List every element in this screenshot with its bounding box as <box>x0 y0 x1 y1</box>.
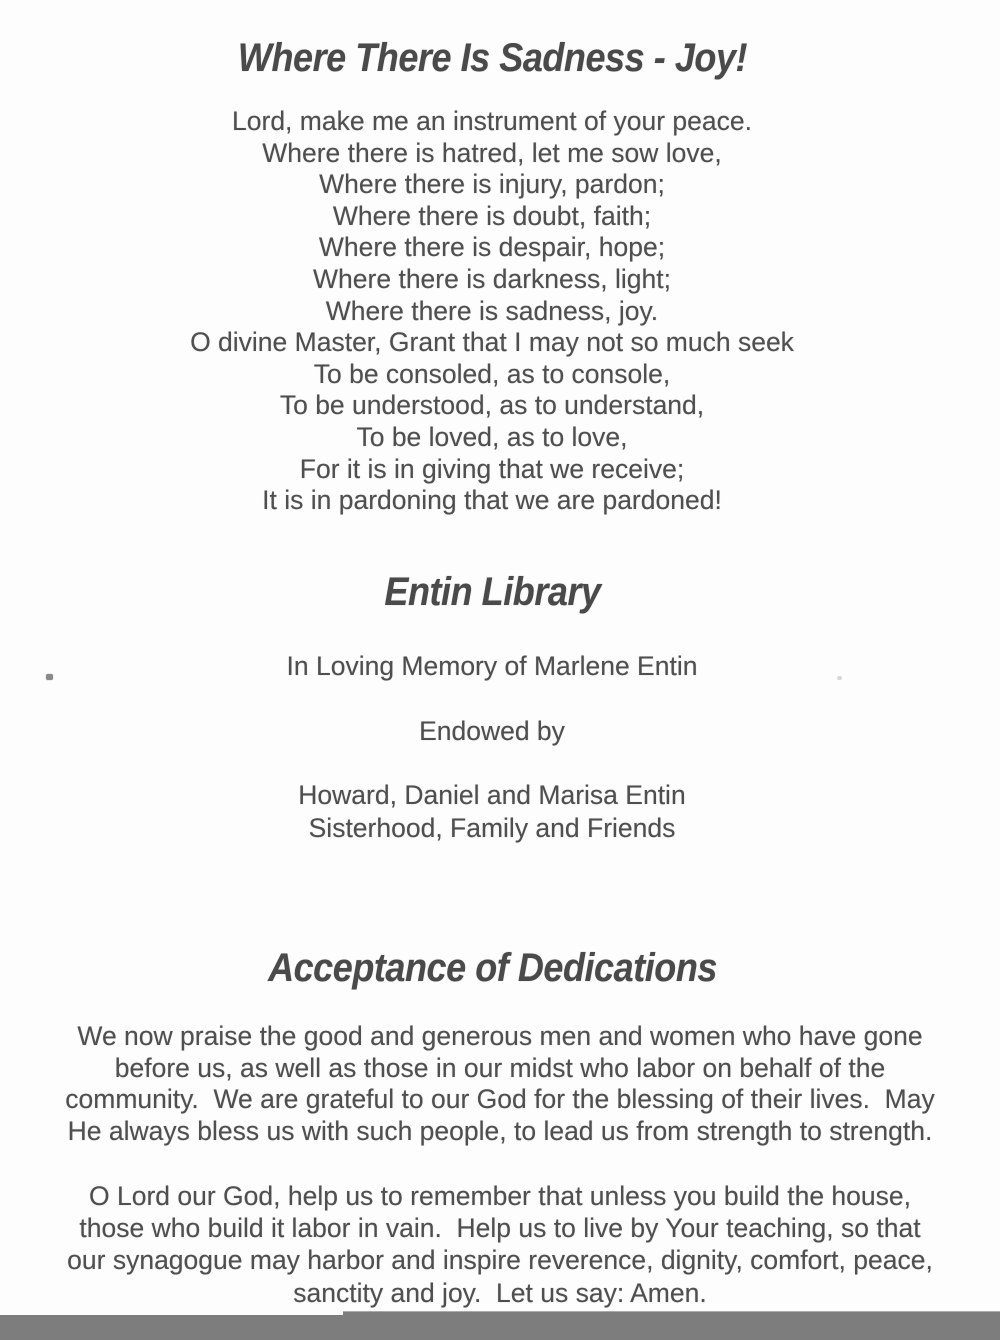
donor-list <box>0 779 984 844</box>
paragraph-line: before us, as well as those in our midst who labor on behalf of the <box>114 1052 886 1083</box>
dedications-paragraph-1 <box>0 1021 1000 1148</box>
paragraph-line: He always bless us with such people, to lead us from strength to strength. <box>67 1116 933 1147</box>
poem-line: To be consoled, as to console, <box>313 358 671 389</box>
poem-line: O divine Master, Grant that I may not so much seek <box>190 327 794 358</box>
prayer-title: Where There Is Sadness - Joy! <box>237 36 748 80</box>
prayer-poem <box>0 106 984 517</box>
paragraph-line: those who build it labor in vain. Help us to live by Your teaching, so that <box>79 1213 921 1244</box>
dedications-paragraph-2 <box>0 1180 1000 1309</box>
paragraph-line: community. We are grateful to our God for the blessing of their lives. May <box>65 1084 935 1115</box>
poem-line: Lord, make me an instrument of your peace. <box>232 106 752 136</box>
poem-line: To be understood, as to understand, <box>279 390 705 421</box>
poem-line: Where there is despair, hope; <box>318 232 666 263</box>
memorial-text: In Loving Memory of Marlene Entin <box>286 651 698 681</box>
poem-line: It is in pardoning that we are pardoned! <box>262 485 722 516</box>
scanner-edge-bar <box>0 1311 1000 1340</box>
poem-line: For it is in giving that we receive; <box>299 453 685 484</box>
paragraph-line: our synagogue may harbor and inspire reverence, dignity, comfort, peace, <box>67 1245 933 1276</box>
poem-line: Where there is injury, pardon; <box>319 169 665 200</box>
paragraph-line: O Lord our God, help us to remember that unless you build the house, <box>89 1181 911 1211</box>
paragraph-line: We now praise the good and generous men and women who have gone <box>77 1021 923 1051</box>
poem-line: Where there is darkness, light; <box>313 263 671 294</box>
poem-line: Where there is doubt, faith; <box>332 200 652 231</box>
donor-line: Sisterhood, Family and Friends <box>308 812 676 843</box>
donor-line: Howard, Daniel and Marisa Entin <box>298 780 686 810</box>
poem-line: To be loved, as to love, <box>356 421 628 452</box>
poem-line: Where there is hatred, let me sow love, <box>262 137 722 168</box>
library-title: Entin Library <box>384 570 601 614</box>
scan-artifact-dot <box>46 674 53 680</box>
scanner-edge-notch <box>0 1311 343 1315</box>
scan-artifact-dot-faint <box>837 676 842 680</box>
poem-line: Where there is sadness, joy. <box>325 295 659 326</box>
endowed-by-text: Endowed by <box>419 716 565 746</box>
endowed-by-label <box>0 716 984 747</box>
paragraph-line: sanctity and joy. Let us say: Amen. <box>293 1277 707 1308</box>
dedications-title: Acceptance of Dedications <box>268 946 717 990</box>
